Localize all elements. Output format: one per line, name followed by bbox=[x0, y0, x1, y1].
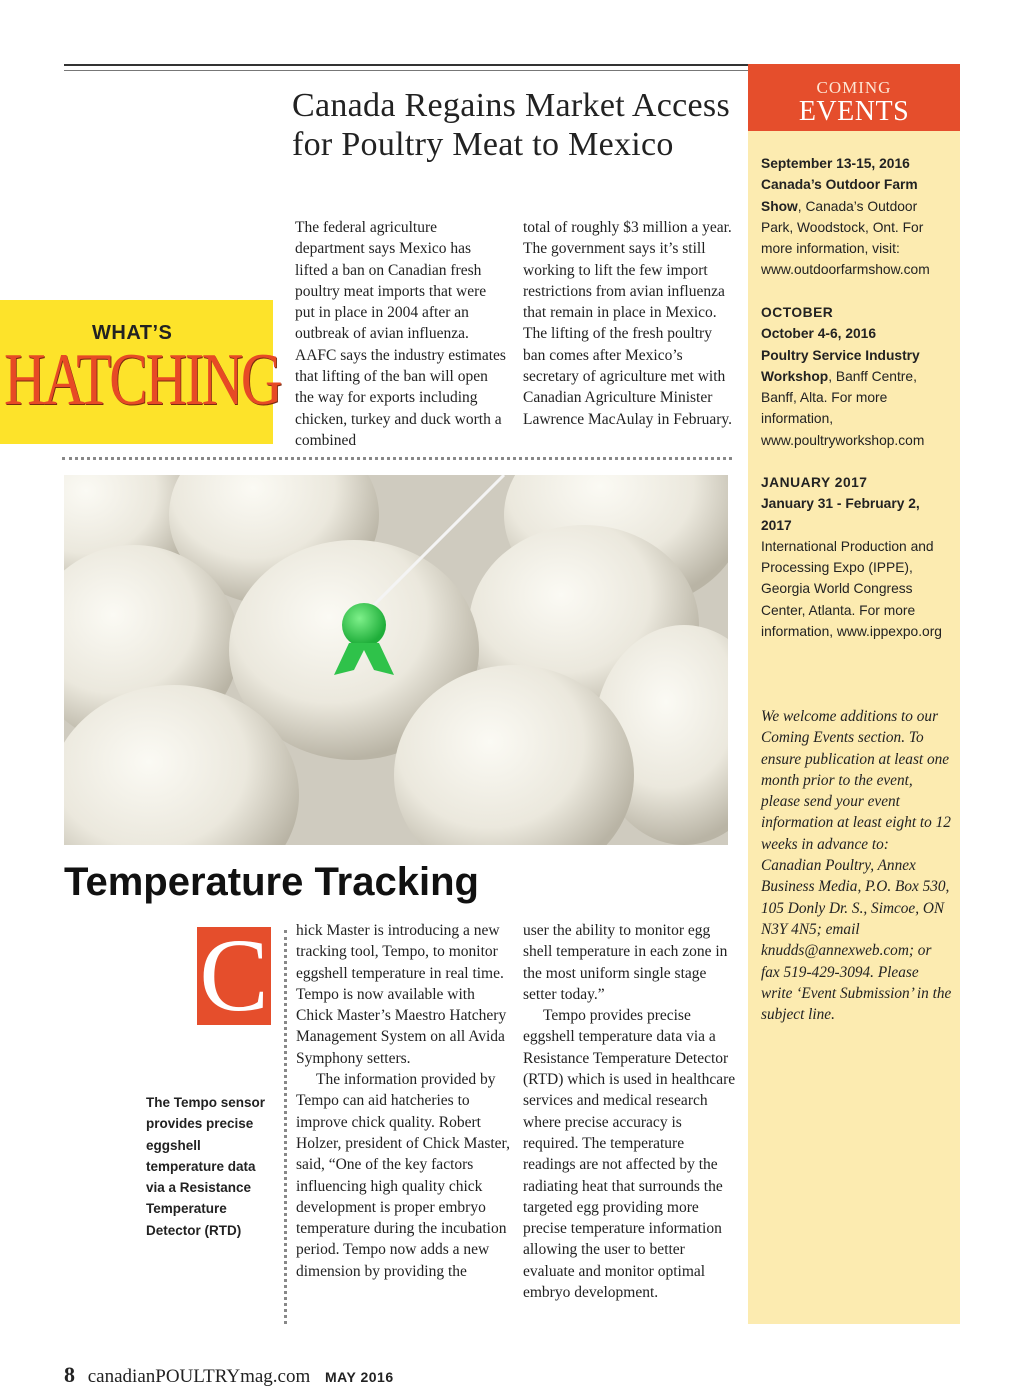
dotted-divider bbox=[62, 457, 732, 460]
event-3 bbox=[761, 472, 953, 642]
article-headline: Canada Regains Market Access for Poultry Meat to Mexico bbox=[292, 87, 730, 163]
event-name: Poultry Service Industry Workshop bbox=[761, 347, 920, 384]
article-column-2: total of roughly $3 million a year. The government says it’s still working to lift the few import restrictions from avian influenza that remain in place in Mexico. The lifting of the fresh poultry ban comes after Mexico’s secretary of agriculture met with Canadian Agriculture Minister Lawrence MacAulay in February. bbox=[523, 219, 733, 428]
event-2 bbox=[761, 302, 953, 451]
article-column-4 bbox=[523, 920, 737, 1303]
paragraph: hick Master is introducing a new tracking tool, Tempo, to monitor eggshell temperature in real time. Tempo is now available with Chick Master’s Maestro Hatchery Management System on all Avida Symphony setters. bbox=[296, 922, 507, 1067]
event-1 bbox=[761, 153, 953, 281]
drop-cap bbox=[197, 918, 271, 1033]
event-date: October 4-6, 2016 bbox=[761, 326, 877, 342]
drop-cap-letter: C bbox=[199, 918, 269, 1033]
banner-hatching-label: HATCHING bbox=[4, 339, 281, 421]
article-title: Temperature Tracking bbox=[64, 860, 479, 904]
event-date: September 13-15, 2016 bbox=[761, 156, 910, 171]
paragraph: user the ability to monitor egg shell temperature in each zone in the most uniform single stage setter today.” bbox=[523, 922, 728, 1003]
photo-caption: The Tempo sensor provides precise eggshell temperature data via a Resistance Temperature Detector (RTD) bbox=[146, 1095, 266, 1238]
issue-date: MAY 2016 bbox=[325, 1369, 394, 1385]
event-details: , Canada’s Outdoor Park, Woodstock, Ont. For more information, visit: www.outdoorfarmshow.com bbox=[761, 198, 930, 278]
dotted-column-divider bbox=[284, 930, 287, 1324]
eggs-with-green-sensor-photo bbox=[64, 475, 728, 845]
top-rule-thin bbox=[64, 70, 748, 71]
month-heading: JANUARY 2017 bbox=[761, 475, 868, 490]
month-heading: OCTOBER bbox=[761, 305, 834, 320]
page-footer bbox=[64, 1362, 664, 1388]
submission-note: We welcome additions to our Coming Events section. To ensure publication at least one month prior to the event, please send your event information at least eight to 12 weeks in advance to: Canadian Poultry, Annex Business Media, P.O. Box 530, 105 Donly Dr. S., Simcoe, ON N3Y 4N5; email knudds@annexweb.com; or fax 519-429-3094. Please write ‘Event Submission’ in the subject line. bbox=[761, 708, 952, 1024]
paragraph: The information provided by Tempo can aid hatcheries to improve chick quality. Robert Holzer, president of Chick Master, said, “One of the key factors influencing high quality chick development is proper embryo temperature during the incubation period. Tempo now adds a new dimension by providing the bbox=[296, 1071, 510, 1280]
event-details: International Production and Processing Expo (IPPE), Georgia World Congress Center, Atlanta. For more information, www.ippexpo.org bbox=[761, 538, 942, 640]
event-date: January 31 - February 2, 2017 bbox=[761, 496, 920, 533]
eggs-photo bbox=[64, 475, 728, 845]
event-name: Canada’s Outdoor Farm Show bbox=[761, 177, 918, 214]
article-column-3 bbox=[296, 920, 510, 1282]
top-rule bbox=[64, 64, 748, 66]
events-header-coming: COMING bbox=[816, 78, 892, 97]
event-details: , Banff Centre, Banff, Alta. For more information, www.poultryworkshop.com bbox=[761, 368, 925, 448]
banner-whats-label: WHAT’S bbox=[92, 322, 173, 344]
page-number: 8 bbox=[64, 1362, 75, 1387]
site-name: canadianPOULTRYmag.com bbox=[87, 1366, 311, 1387]
events-header bbox=[748, 64, 960, 131]
events-header-title: EVENTS bbox=[798, 96, 910, 127]
paragraph: Tempo provides precise eggshell temperature data via a Resistance Temperature Detector (RTD) which is used in healthcare services and medical research where precise accuracy is required. The temperature readings are not affected by the radiating heat that surrounds the targeted egg providing more precise temperature information allowing the user to better evaluate and monitor optimal embryo development. bbox=[523, 1007, 736, 1302]
article-column-1: The federal agriculture department says Mexico has lifted a ban on Canadian fresh poultry meat imports that were put in place in 2004 after an outbreak of avian influenza. AAFC says the industry estimates that lifting of the ban will open the way for exports including chicken, turkey and duck worth a combined bbox=[295, 219, 506, 449]
